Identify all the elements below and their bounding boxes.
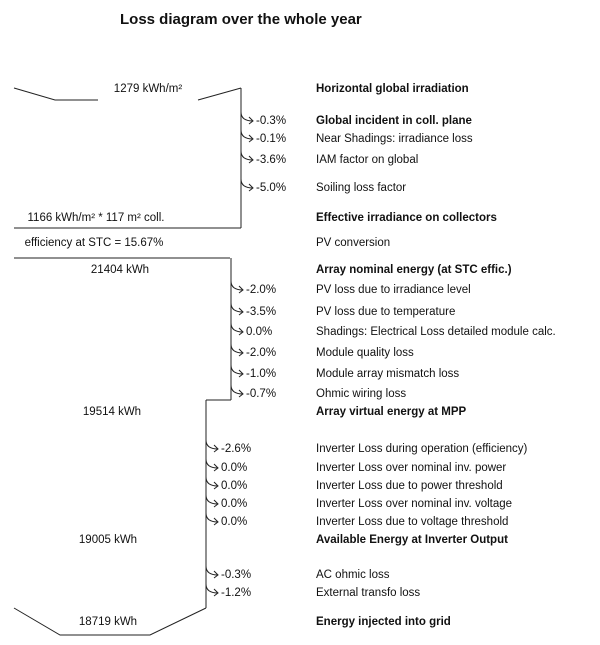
- loss-percent: -0.7%: [246, 388, 277, 400]
- row-label: AC ohmic loss: [316, 569, 390, 581]
- row-value: efficiency at STC = 15.67%: [24, 237, 164, 249]
- loss-percent: -2.0%: [246, 284, 277, 296]
- loss-percent: -0.3%: [221, 569, 252, 581]
- loss-percent: -0.3%: [256, 115, 287, 127]
- row-value: 1279 kWh/m²: [113, 83, 183, 95]
- row-label: Inverter Loss due to voltage threshold: [316, 516, 509, 528]
- row-labels: [25, 83, 556, 628]
- row-label: External transfo loss: [316, 587, 421, 599]
- loss-percent: -5.0%: [256, 182, 287, 194]
- row-label: Inverter Loss over nominal inv. power: [316, 462, 507, 474]
- loss-percent: -2.6%: [221, 443, 252, 455]
- row-label: Shadings: Electrical Loss detailed module calc.: [316, 326, 556, 338]
- row-value: 1166 kWh/m² * 117 m² coll.: [27, 212, 165, 224]
- row-value: 19514 kWh: [82, 406, 142, 418]
- loss-percent: -3.6%: [256, 154, 287, 166]
- row-label: Inverter Loss over nominal inv. voltage: [316, 498, 513, 510]
- loss-percent: 0.0%: [221, 462, 248, 474]
- loss-percent: 0.0%: [221, 516, 248, 528]
- row-label: Available Energy at Inverter Output: [316, 534, 508, 546]
- loss-percent: -3.5%: [246, 306, 277, 318]
- wedge-left: [14, 88, 98, 100]
- row-label: Array nominal energy (at STC effic.): [316, 264, 512, 276]
- loss-percent: 0.0%: [246, 326, 273, 338]
- flow-lines: [14, 88, 253, 635]
- row-value: 19005 kWh: [78, 534, 138, 546]
- loss-percent: -2.0%: [246, 347, 277, 359]
- row-label: PV loss due to irradiance level: [316, 284, 471, 296]
- row-label: Inverter Loss during operation (efficiency): [316, 443, 528, 455]
- row-label: Ohmic wiring loss: [316, 388, 407, 400]
- row-label: Near Shadings: irradiance loss: [316, 133, 473, 145]
- row-label: PV loss due to temperature: [316, 306, 456, 318]
- row-value: 18719 kWh: [78, 616, 138, 628]
- row-label: Module array mismatch loss: [316, 368, 460, 380]
- row-label: Effective irradiance on collectors: [316, 212, 497, 224]
- row-label: Inverter Loss due to power threshold: [316, 480, 503, 492]
- row-value: 21404 kWh: [90, 264, 150, 276]
- diagram-title: Loss diagram over the whole year: [120, 11, 362, 28]
- row-label: Global incident in coll. plane: [316, 115, 472, 127]
- row-label: Array virtual energy at MPP: [316, 406, 467, 418]
- row-label: IAM factor on global: [316, 154, 419, 166]
- loss-percent: 0.0%: [221, 480, 248, 492]
- row-label: Energy injected into grid: [316, 616, 451, 628]
- loss-percent: 0.0%: [221, 498, 248, 510]
- loss-percent: -0.1%: [256, 133, 287, 145]
- wedge-right: [198, 88, 241, 100]
- row-label: Horizontal global irradiation: [316, 83, 469, 95]
- row-label: Soiling loss factor: [316, 182, 407, 194]
- row-label: Module quality loss: [316, 347, 414, 359]
- loss-percent: -1.0%: [246, 368, 277, 380]
- row-label: PV conversion: [316, 237, 391, 249]
- loss-percent: -1.2%: [221, 587, 252, 599]
